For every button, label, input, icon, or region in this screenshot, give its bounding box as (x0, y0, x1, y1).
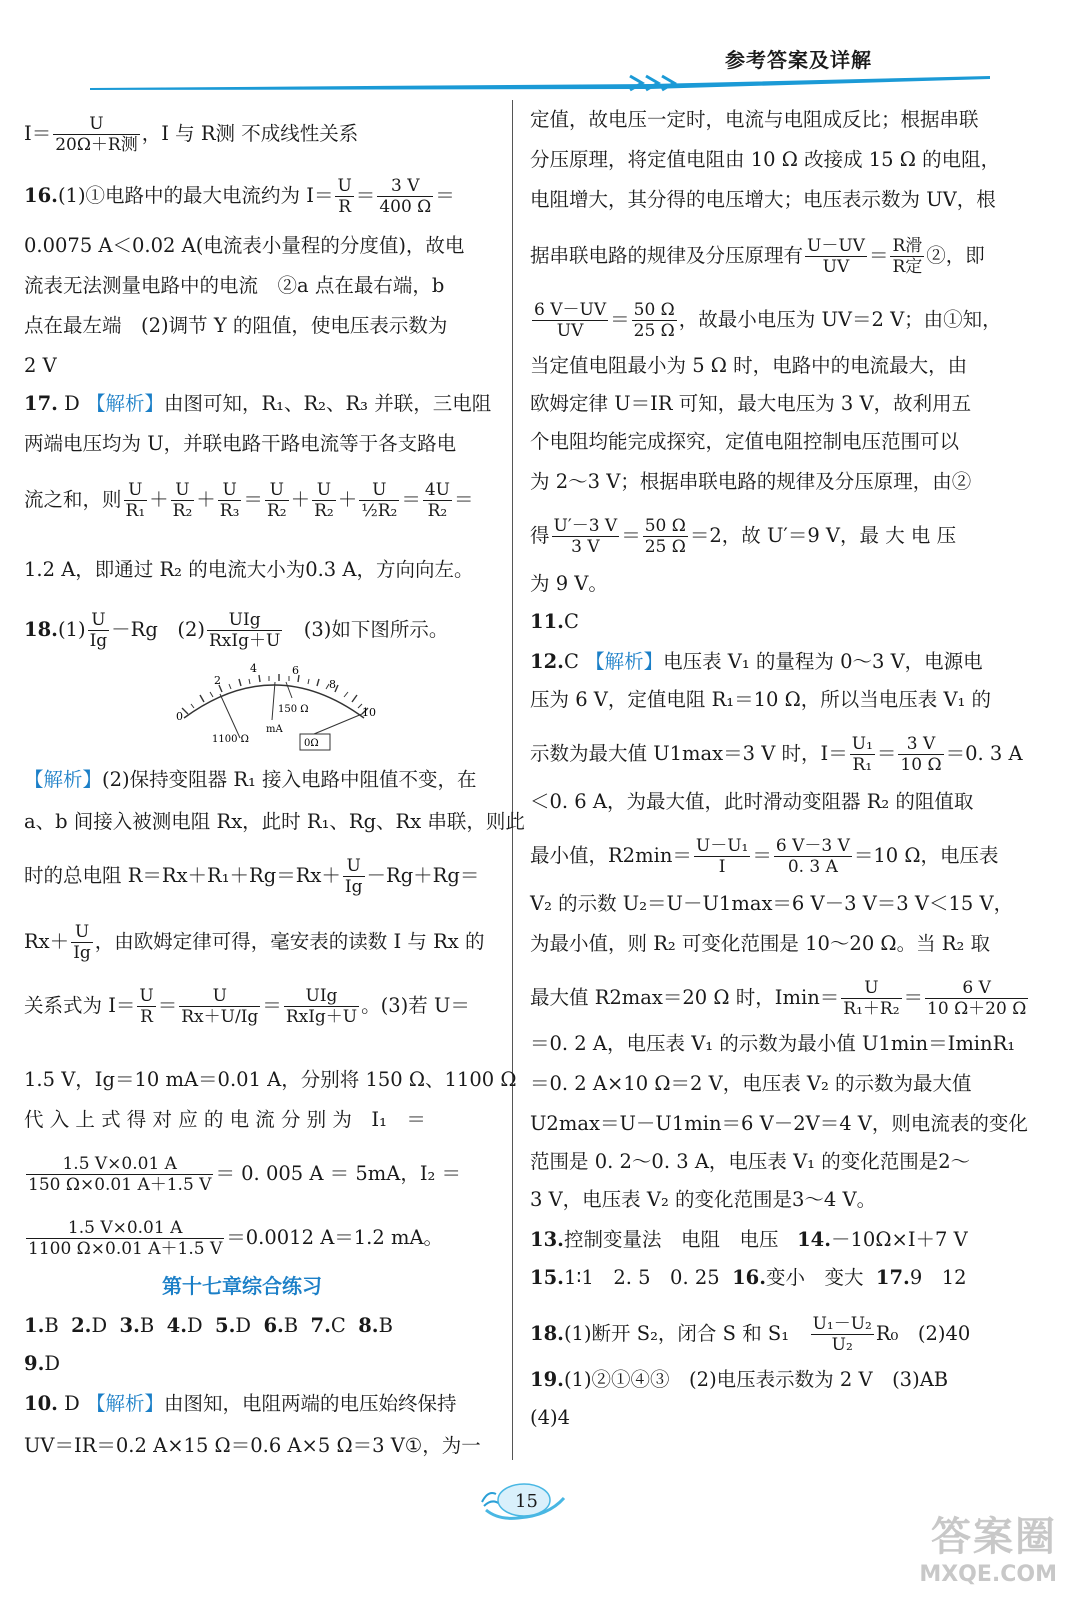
answer-12: 12.C 【解析】电压表 V₁ 的量程为 0～3 V，电源电 (530, 650, 983, 673)
column-divider (512, 100, 513, 1460)
page-number-badge (478, 1480, 568, 1524)
fraction: $\frac{\text{U₁}}{\text{R₁}}$ (851, 734, 873, 775)
fraction: $\frac{6 V-UV}{UV}$ (534, 300, 607, 341)
fraction: $\frac{4U}{\text{R₂}}$ (424, 480, 450, 521)
fraction: $\frac{U}{Rx+U/Ig}$ (181, 986, 259, 1027)
text-line: 压为 6 V，定值电阻 R₁＝10 Ω，所以当电压表 V₁ 的 (530, 688, 992, 711)
answer-9: 9.D (24, 1352, 60, 1375)
fraction: $\frac{U}{\text{R₃}}$ (219, 480, 240, 521)
header-rule (90, 72, 990, 94)
text-line: 分压原理，将定值电阻由 10 Ω 改接成 15 Ω 的电阻， (530, 148, 1001, 171)
ohm-law-line: Rx＋ $\frac{U}{Ig}$ ，由欧姆定律可得，毫安表的读数 I 与 Rx 的 (24, 922, 485, 963)
fraction: $\frac{U}{\text{R₂}}$ (266, 480, 287, 521)
tick-4: 4 (250, 662, 257, 675)
text-line: 电阻增大，其分得的电压增大；电压表示数为 UV，根 (530, 188, 996, 211)
fraction: $\frac{U}{Ig}$ (89, 610, 108, 651)
fraction: $\frac{U}{R}$ (139, 986, 154, 1027)
text-line: 0.0075 A＜0.02 A(电流表小量程的分度值)，故电 (24, 234, 465, 257)
answer-19: 19.(1)②①④③ (2)电压表示数为 2 V (3)AB (530, 1368, 949, 1391)
fraction: $\frac{3 V}{10 \Omega}$ (900, 734, 942, 775)
fraction: $\frac{1.5 V\times 0.01 A}{1100 \Omega\times 0.01 A+1.5 V}$ (28, 1218, 223, 1259)
fraction: UIg RxIg＋U (285, 986, 358, 1027)
unit-ma: mA (266, 724, 283, 735)
min-resistance-line: 最小值，R2min＝ $\frac{\text{U－U₁}}{I}$ ＝ $\frac{6 V-3 V}{0. 3 A}$ ＝10 Ω，电压表 (530, 836, 999, 877)
text-line: 为 2～3 V；根据串联电路的规律及分压原理，由② (530, 470, 972, 493)
tick-8: 8 (329, 678, 336, 691)
answers-15-17: 15.1∶1 2. 5 0. 25 16.变小 变大 17.9 12 (530, 1266, 967, 1289)
fraction: $\frac{U'-3 V}{3 V}$ (553, 516, 618, 557)
tick-6: 6 (292, 664, 299, 677)
text-line: 1.5 V，Ig＝10 mA＝0.01 A，分别将 150 Ω、1100 Ω (24, 1068, 517, 1091)
fraction: $\frac{U}{Ig}$ (73, 922, 91, 963)
text-line: U2max＝U－U1min＝6 V－2V＝4 V，则电流表的变化 (530, 1112, 1028, 1135)
line-l0: I＝ U 20Ω＋R测 ，I 与 R测 不成线性关系 (24, 114, 359, 155)
analysis-18: 【解析】(2)保持变阻器 R₁ 接入电路中阻值不变，在 (24, 768, 477, 791)
max-voltage-line: 得 $\frac{U'-3 V}{3 V}$ ＝ $\frac{50 \Omega}{25 \Omega}$ ＝2，故 U′＝9 V，最 大 电 压 (530, 516, 957, 557)
current-i1-line: $\frac{1.5 V\times 0.01 A}{150 \Omega\times 0.01 A+1.5 V}$ ＝ 0. 005 A ＝ 5mA，I₂ ＝ (28, 1154, 462, 1195)
answer-11: 11.C (530, 610, 579, 633)
text-line: 为最小值，则 R₂ 可变化范围是 10～20 Ω。当 R₂ 取 (530, 932, 990, 955)
answer-18: 18.(1) $\frac{U}{Ig}$ －Rg (2) UIg RxIg＋U (3)如下图所示。 (24, 610, 449, 651)
divider-ratio-line: 据串联电路的规律及分压原理有 $\frac{U-UV}{UV}$ ＝ R滑 R定 ②，即 (530, 236, 985, 277)
watermark-bottom: MXQE.COM (919, 1562, 1057, 1587)
text-line: 流表无法测量电路中的电流 ②a 点在最右端，b (24, 274, 445, 297)
fraction: $\frac{6 V-3 V}{0. 3 A}$ (775, 836, 850, 877)
total-resistance-line: 时的总电阻 R＝Rx＋R₁＋Rg＝Rx＋ $\frac{U}{Ig}$ －Rg＋Rg＝ (24, 856, 480, 897)
fraction: $\frac{U-UV}{UV}$ (807, 236, 865, 277)
text-line: 1.2 A，即通过 R₂ 的电流大小为0.3 A，方向向左。 (24, 558, 474, 581)
text-line: 两端电压均为 U，并联电路干路电流等于各支路电 (24, 432, 457, 455)
fraction: $\frac{1.5 V\times 0.01 A}{150 \Omega\times 0.01 A+1.5 V}$ (28, 1154, 212, 1195)
fraction: UIg RxIg＋U (208, 610, 281, 651)
min-current-line: 最大值 R2max＝20 Ω 时，Imin＝ $\frac{U}{\text{R₁＋R₂}}$ ＝ $\frac{6 V}{10 \Omega+20 \Omega}$ (530, 978, 1027, 1019)
answers-13-14: 13.控制变量法 电阻 电压 14.－10Ω×I＋7 V (530, 1228, 968, 1251)
fraction: $\frac{U}{R}$ (337, 176, 352, 217)
answer-17: 17. D 【解析】由图可知，R₁、R₂、R₃ 并联，三电阻 (24, 392, 492, 415)
fraction: R滑 R定 (892, 236, 923, 277)
label-1100-ohm: 1100 Ω (212, 734, 249, 745)
relation-line: 关系式为 I＝ $\frac{U}{R}$ ＝ $\frac{U}{Rx+U/Ig}$ ＝ UIg RxIg＋U 。(3)若 U＝ (24, 986, 470, 1027)
label-0-ohm: 0Ω (304, 738, 319, 749)
text-line: ＜0. 6 A，为最大值，此时滑动变阻器 R₂ 的阻值取 (530, 790, 974, 813)
answer-10: 10. D 【解析】由图知，电阻两端的电压始终保持 (24, 1392, 457, 1415)
header-title: 参考答案及详解 (725, 48, 872, 72)
ammeter-dial (164, 660, 384, 760)
text-line: UV＝IR＝0.2 A×15 Ω＝0.6 A×5 Ω＝3 V①，为一 (24, 1434, 481, 1457)
fraction: $\frac{50 \Omega}{25 \Omega}$ (644, 516, 686, 557)
answer-18-right: 18.(1)断开 S₂，闭合 S 和 S₁ $\frac{\text{U₁－U₂}}{\text{U₂}}$ R₀ (2)40 (530, 1314, 971, 1355)
fraction: $\frac{\text{U₁－U₂}}{\text{U₂}}$ (812, 1314, 872, 1355)
max-current-line: 示数为最大值 U1max＝3 V 时，I＝ $\frac{\text{U₁}}{\text{R₁}}$ ＝ $\frac{3 V}{10 \Omega}$ ＝0. 3 A (530, 734, 1023, 775)
answers-1-8: 1.B 2.D 3.B 4.D 5.D 6.B 7.C 8.B (24, 1314, 393, 1337)
text-line: a、b 间接入被测电阻 Rx，此时 R₁、Rg、Rx 串联，则此 (24, 810, 525, 833)
watermark-top: 答案圈 (931, 1514, 1057, 1560)
text-line: ＝0. 2 A×10 Ω＝2 V，电压表 V₂ 的示数为最大值 (530, 1072, 972, 1095)
fraction: $\frac{50 \Omega}{25 \Omega}$ (633, 300, 675, 341)
text-line: 2 V (24, 354, 57, 377)
fraction: $\frac{U}{Ig}$ (344, 856, 363, 897)
text-line: ＝0. 2 A，电压表 V₁ 的示数为最小值 U1min＝IminR₁ (530, 1032, 1016, 1055)
fraction: $\frac{U}{\text{R₁＋R₂}}$ (843, 978, 900, 1019)
answer-16: 16.(1)①电路中的最大电流约为 I＝ $\frac{U}{R}$ ＝ $\frac{3 V}{400 \Omega}$ ＝ (24, 176, 455, 217)
text-line: 当定值电阻最小为 5 Ω 时，电路中的电流最大，由 (530, 354, 968, 377)
page-number: 15 (515, 1491, 538, 1512)
text-line: 3 V，电压表 V₂ 的变化范围是3～4 V。 (530, 1188, 877, 1211)
text-line: 为 9 V。 (530, 572, 608, 595)
sum-equation: 流之和，则 $\frac{U}{\text{R₁}}$ ＋ $\frac{U}{\text{R₂}}$ ＋ $\frac{U}{\text{R₃}}$ ＝ $\frac{U}{\text{R₂}}$ ＋ $\frac{U}{\text{R₂}}$ ＋ $\frac{U}{\text{½R₂}}$ ＝ $\frac{4U}{\text{R₂}}$ ＝ (24, 480, 474, 521)
fraction: $\frac{U}{\text{½R₂}}$ (361, 480, 398, 521)
text-line: V₂ 的示数 U₂＝U－U1max＝6 V－3 V＝3 V＜15 V， (530, 892, 1014, 915)
tick-2: 2 (214, 674, 221, 687)
text-line: 定值，故电压一定时，电流与电阻成反比；根据串联 (530, 108, 979, 131)
fraction: U 20Ω＋R测 (55, 114, 138, 155)
fraction: $\frac{6 V}{10 \Omega+20 \Omega}$ (927, 978, 1027, 1019)
text-line: 代 入 上 式 得 对 应 的 电 流 分 别 为 I₁ ＝ (24, 1108, 426, 1131)
fraction: $\frac{3 V}{400 \Omega}$ (379, 176, 432, 217)
text-line: 范围是 0. 2～0. 3 A，电压表 V₁ 的变化范围是2～ (530, 1150, 971, 1173)
min-voltage-line: $\frac{6 V-UV}{UV}$ ＝ $\frac{50 \Omega}{25 \Omega}$ ，故最小电压为 UV＝2 V；由①知， (534, 300, 1002, 341)
text-line: 个电阻均能完成探究，定值电阻控制电压范围可以 (530, 430, 960, 453)
fraction: $\frac{U}{\text{R₂}}$ (172, 480, 193, 521)
text-line: 欧姆定律 U＝IR 可知，最大电压为 3 V，故利用五 (530, 392, 972, 415)
watermark (919, 1505, 1057, 1587)
tick-10: 10 (362, 706, 376, 719)
current-i2-line: $\frac{1.5 V\times 0.01 A}{1100 \Omega\times 0.01 A+1.5 V}$ ＝0.0012 A＝1.2 mA。 (28, 1218, 444, 1259)
fraction: $\frac{U}{\text{R₂}}$ (314, 480, 334, 521)
label-150-ohm: 150 Ω (278, 704, 309, 715)
fraction: $\frac{U}{\text{R₁}}$ (125, 480, 146, 521)
fraction: $\frac{\text{U－U₁}}{I}$ (695, 836, 749, 877)
section-title: 第十七章综合练习 (162, 1274, 322, 1298)
text-line: (4)4 (530, 1406, 571, 1429)
text-line: 点在最左端 (2)调节 Y 的阻值，使电压表示数为 (24, 314, 448, 337)
tick-0: 0 (176, 710, 183, 723)
